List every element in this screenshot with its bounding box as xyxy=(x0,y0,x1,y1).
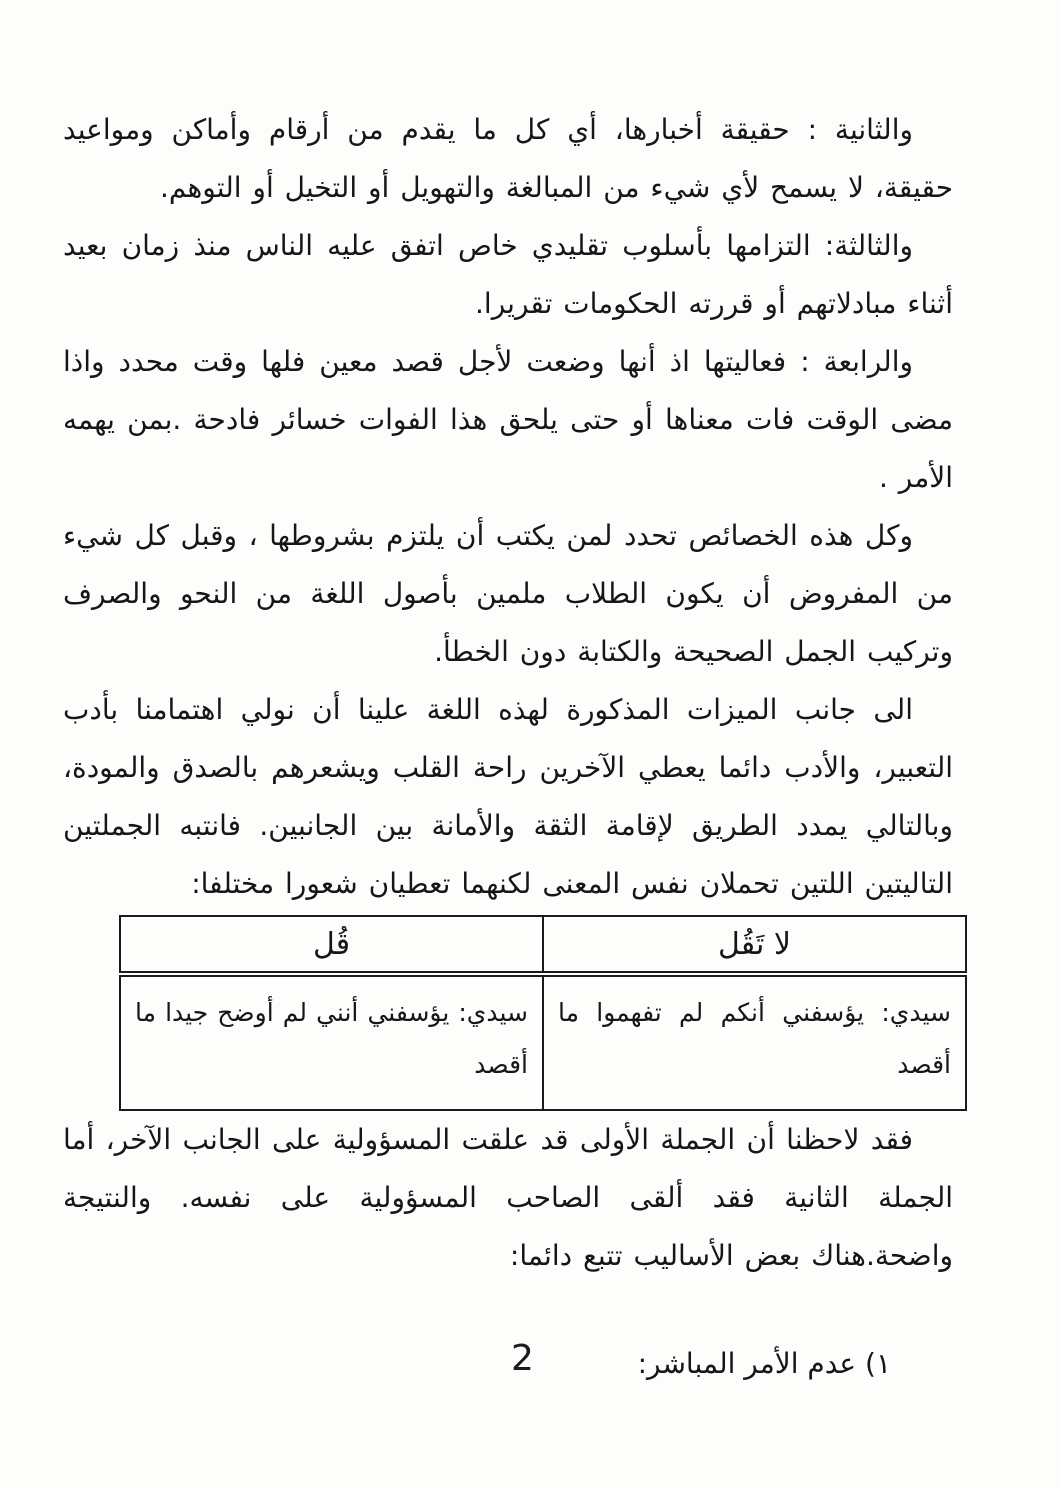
table-cell-dont-say xyxy=(543,974,966,1110)
paragraph-second-characteristic: والثانية : حقيقة أخبارها، أي كل ما يقدم من أرقام وأماكن ومواعيد حقيقة، لا يسمح لأي شيء من المبالغة والتهويل أو التخيل أو التوهم. xyxy=(63,113,953,204)
list-item-no-direct-command: ١) عدم الأمر المباشر: xyxy=(637,1347,891,1380)
paragraph-third-characteristic: والثالثة: التزامها بأسلوب تقليدي خاص اتفق عليه الناس منذ زمان بعيد أثناء مبادلاتهم أو قررته الحكومات تقريرا. xyxy=(63,229,953,320)
table-row xyxy=(120,974,966,1110)
dont-say-text-line1: سيدي: يؤسفني أنكم لم تفهموا ما xyxy=(558,998,951,1027)
say-text-line1: سيدي: يؤسفني أنني لم أوضح جيدا ما xyxy=(135,998,528,1027)
paragraph-politeness-intro: الى جانب الميزات المذكورة لهذه اللغة علينا أن نولي اهتمامنا بأدب التعبير، والأدب دائما يعطي الآخرين راحة القلب ويشعرهم بالصدق والمودة، وبالتالي يمدد الطريق لإقامة الثقة والأمانة بين الجانبين. فانتبه الجملتين التاليتين اللتين تحملان نفس المعنى لكنهما تعطيان شعورا مختلفا: xyxy=(63,693,953,900)
page-number: 2 xyxy=(511,1338,534,1379)
table-header-row xyxy=(120,916,966,974)
say-dont-say-table xyxy=(119,915,967,1111)
table-header-dont-say: لا تَقُل xyxy=(543,916,966,974)
text-block xyxy=(63,101,953,1393)
paragraph-fourth-characteristic: والرابعة : فعاليتها اذ أنها وضعت لأجل قصد معين فلها وقت محدد واذا مضى الوقت فات معناها أو حتى يلحق هذا الفوات خسائر فادحة .بمن يهمه الأمر . xyxy=(63,345,953,494)
paragraph-writing-requirements: وكل هذه الخصائص تحدد لمن يكتب أن يلتزم بشروطها ، وقبل كل شيء من المفروض أن يكون الطلاب ملمين بأصول اللغة من النحو والصرف وتركيب الجمل الصحيحة والكتابة دون الخطأ. xyxy=(63,519,953,668)
dont-say-text-line2: أقصد xyxy=(897,1050,951,1079)
say-text-line2: أقصد xyxy=(474,1050,528,1079)
table-header-say: قُل xyxy=(120,916,543,974)
table-cell-say xyxy=(120,974,543,1110)
paragraph-conclusion: فقد لاحظنا أن الجملة الأولى قد علقت المسؤولية على الجانب الآخر، أما الجملة الثانية فقد ألقى الصاحب المسؤولية على نفسه. والنتيجة واضحة.هناك بعض الأساليب تتبع دائما: xyxy=(63,1123,953,1272)
